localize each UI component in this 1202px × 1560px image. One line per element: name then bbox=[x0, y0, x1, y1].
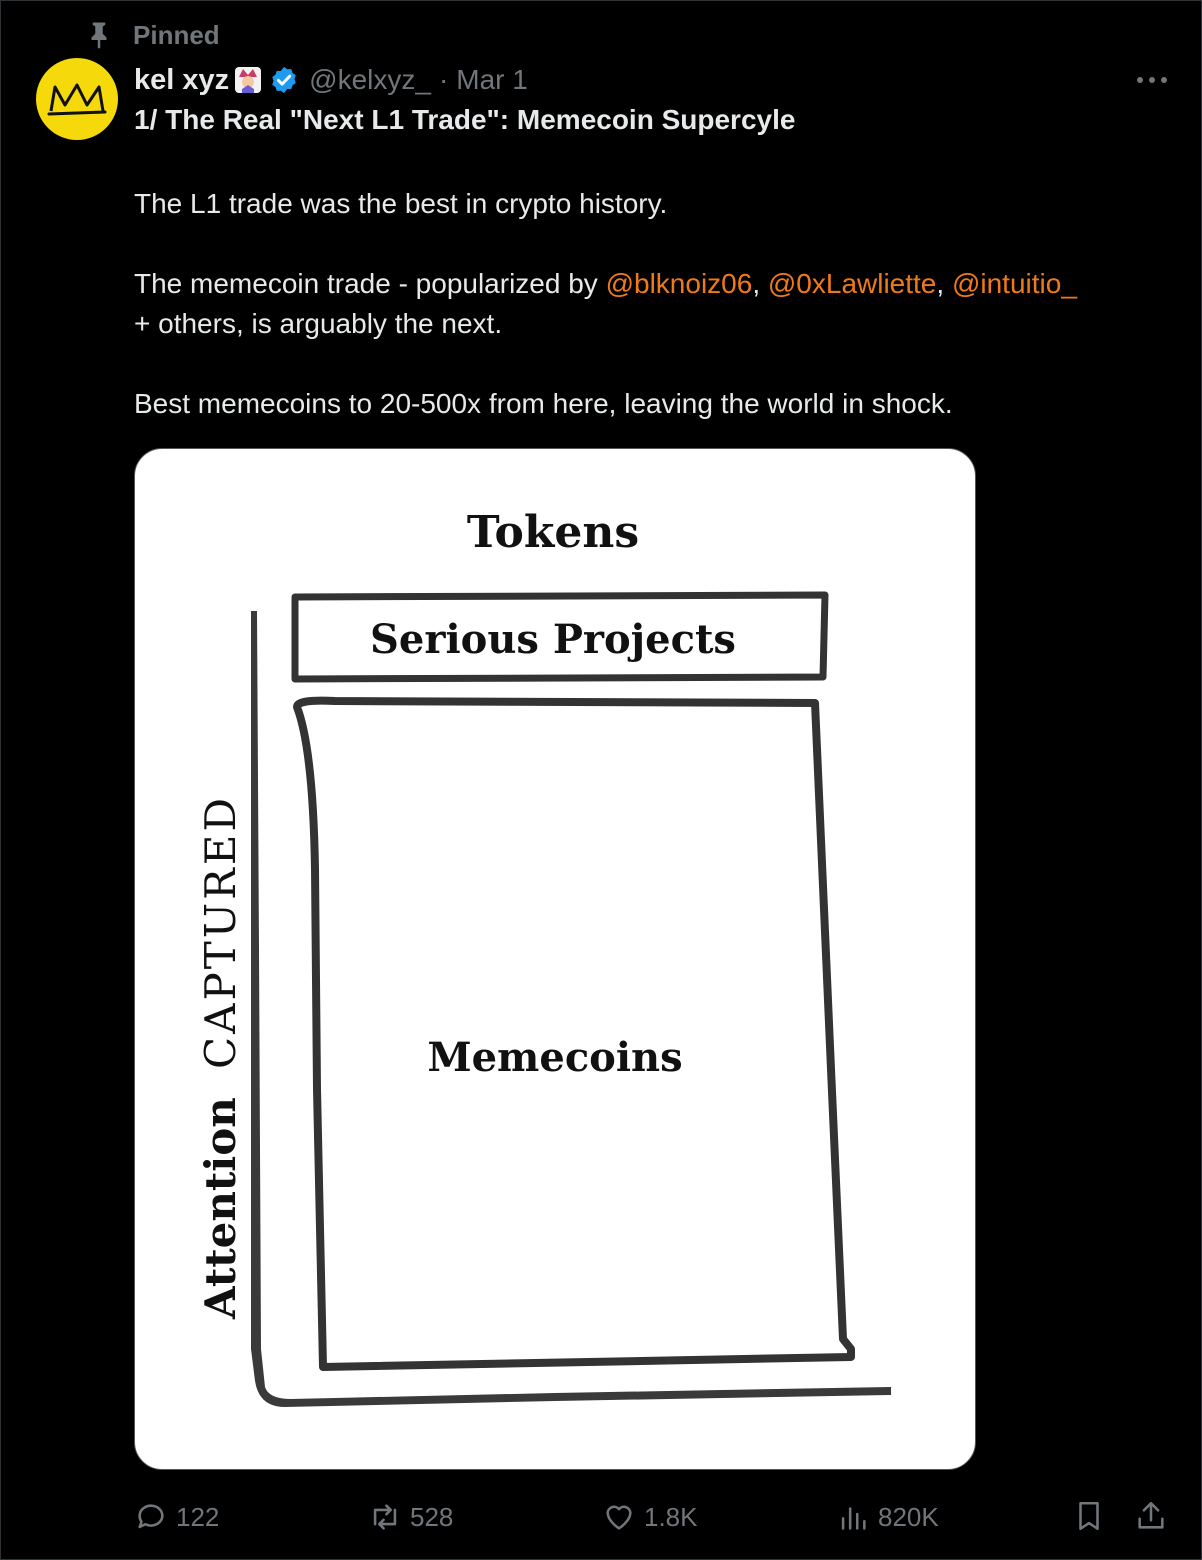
repost-count: 528 bbox=[410, 1501, 454, 1532]
post-paragraph-3: Best memecoins to 20-500x from here, leaving the world in shock. bbox=[134, 388, 953, 419]
like-count: 1.8K bbox=[644, 1501, 698, 1532]
views-count: 820K bbox=[878, 1501, 939, 1532]
reply-button[interactable] bbox=[134, 1495, 219, 1539]
views-button[interactable] bbox=[836, 1495, 939, 1539]
mention-link[interactable]: @blknoiz06 bbox=[605, 268, 753, 299]
avatar[interactable] bbox=[36, 58, 118, 140]
mention-separator: , bbox=[752, 268, 768, 299]
diagram-title: Tokens bbox=[466, 507, 640, 558]
reply-icon bbox=[134, 1500, 168, 1534]
heart-icon bbox=[602, 1500, 636, 1534]
post-timestamp[interactable]: Mar 1 bbox=[456, 64, 528, 95]
post-paragraph-1: The L1 trade was the best in crypto history. bbox=[134, 188, 668, 219]
repost-icon bbox=[368, 1500, 402, 1534]
post-image[interactable] bbox=[134, 448, 976, 1470]
post-paragraph-2-line-2: + others, is arguably the next. bbox=[134, 308, 503, 339]
reply-count: 122 bbox=[176, 1501, 220, 1532]
axis-label-captured: CAPTURED bbox=[196, 794, 245, 1069]
tweet-header bbox=[134, 60, 528, 100]
pinned-label: Pinned bbox=[133, 20, 220, 50]
share-icon[interactable] bbox=[1134, 1499, 1168, 1533]
mention-link[interactable]: @intuitio_ bbox=[951, 268, 1077, 299]
action-bar bbox=[0, 1495, 1202, 1539]
separator-dot: · bbox=[438, 64, 449, 95]
mention-link[interactable]: @0xLawliette bbox=[767, 268, 937, 299]
post-title: 1/ The Real "Next L1 Trade": Memecoin Supercyle bbox=[134, 104, 796, 135]
verified-badge-icon bbox=[269, 65, 299, 95]
repost-button[interactable] bbox=[368, 1495, 453, 1539]
crown-logo-icon bbox=[45, 79, 109, 119]
axis-label-attention: Attention bbox=[196, 1097, 245, 1319]
mention-separator: , bbox=[936, 268, 952, 299]
views-chart-icon bbox=[836, 1500, 870, 1534]
bookmark-icon[interactable] bbox=[1072, 1499, 1106, 1533]
pinned-indicator bbox=[84, 18, 220, 52]
memecoins-label: Memecoins bbox=[427, 1034, 683, 1081]
more-options-icon[interactable] bbox=[1132, 66, 1172, 94]
axis-lines bbox=[251, 611, 891, 1407]
like-button[interactable] bbox=[602, 1495, 698, 1539]
jester-emoji-icon bbox=[233, 65, 263, 95]
post-paragraph-2 bbox=[134, 264, 1077, 304]
paragraph-2-prefix: The memecoin trade - popularized by bbox=[134, 268, 606, 299]
display-name[interactable]: kel xyz bbox=[134, 63, 230, 96]
author-handle[interactable]: @kelxyz_ bbox=[309, 64, 431, 95]
sketch-diagram bbox=[135, 449, 975, 1469]
pin-icon bbox=[84, 20, 114, 50]
serious-projects-label: Serious Projects bbox=[370, 616, 736, 663]
